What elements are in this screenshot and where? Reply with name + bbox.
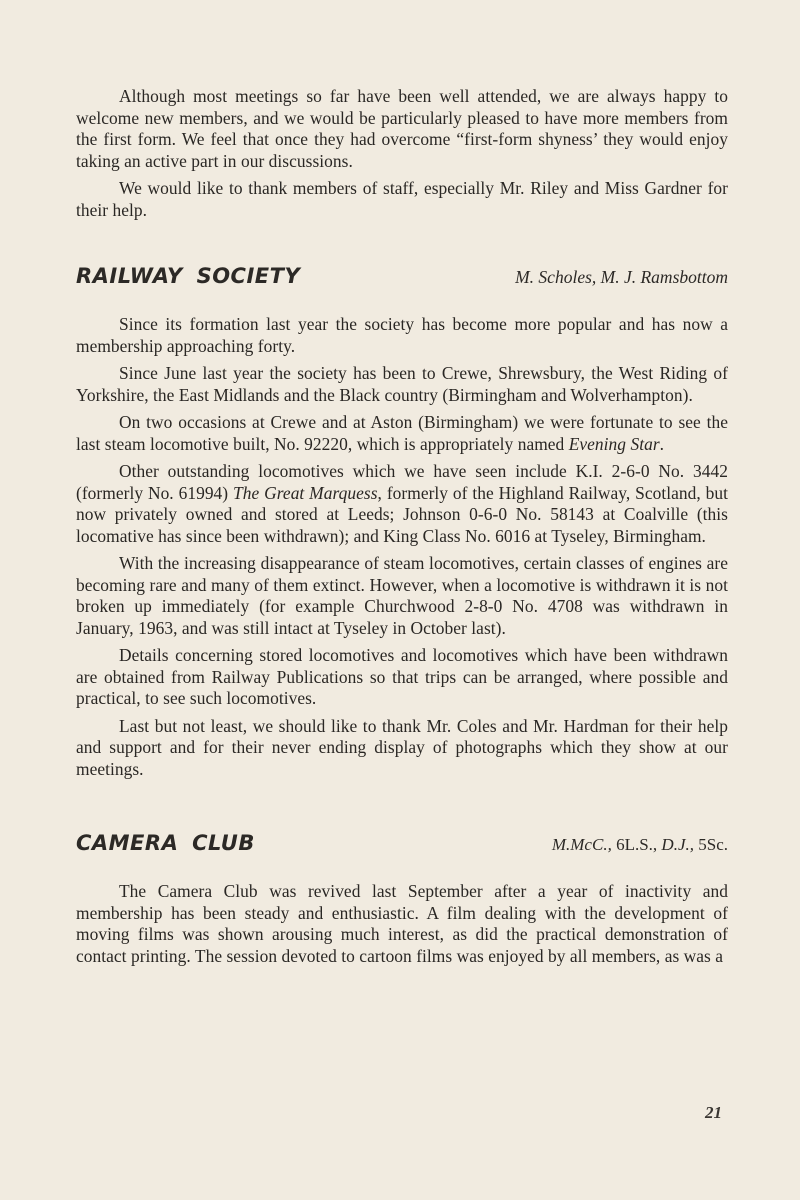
camera-club-body: [76, 881, 728, 967]
railway-paragraph-4-text: Other outstanding locomotives which we have seen include K.I. 2-6-0 No. 3442 (formerly No. 61994): [76, 461, 728, 503]
railway-society-heading: [76, 264, 728, 288]
locomotive-name-evening-star: Evening Star: [568, 433, 660, 454]
railway-paragraph-5: With the increasing disappearance of steam locomotives, certain classes of engines are becoming rare and many of them extinct. However, when a locomotive is withdrawn it is not broken up immediately (for example Churchwood 2-8-0 No. 4708 was withdrawn in January, 1963, and was still intact at Tyseley in October last).: [76, 553, 728, 638]
railway-paragraph-3-text: On two occasions at Crewe and at Aston (Birmingham) we were fortunate to see the last steam locomotive built, No. 92220, which is appropriately named: [76, 412, 728, 454]
railway-paragraph-3-end: .: [659, 433, 665, 454]
intro-paragraph-1: Although most meetings so far have been well attended, we are always happy to welcome new members, and we would be particularly pleased to have more members from the first form. We feel that once they had overcome “first-form shyness’ they would enjoy taking an active part in our discussions.: [76, 86, 728, 171]
camera-club-form-1: 6L.S.,: [611, 835, 662, 854]
railway-paragraph-6: Details concerning stored locomotives and locomotives which have been withdrawn are obtained from Railway Publications so that trips can be arranged, where possible and practical, to see such locomotives.: [76, 645, 728, 708]
railway-paragraph-4-end: , formerly of the Highland Railway, Scotland, but now privately owned and stored at Leeds; Johnson 0-6-0 No. 58143 at Coalville (this locomative has since been withdrawn); and King Class No. 6016 at Tyseley, Birmingham.: [76, 482, 728, 546]
railway-society-authors: M. Scholes, M. J. Ramsbottom: [515, 267, 728, 287]
railway-paragraph-3: [76, 412, 728, 455]
railway-paragraph-4: [76, 461, 728, 547]
page-content: [76, 86, 728, 973]
page-number: 21: [705, 1103, 722, 1122]
camera-club-heading: [76, 831, 728, 855]
railway-society-title: RAILWAY SOCIETY: [76, 264, 301, 288]
railway-paragraph-1: Since its formation last year the society has become more popular and has now a membership approaching forty.: [76, 314, 728, 356]
camera-club-author-1: M.McC.,: [551, 835, 612, 854]
camera-club-title: CAMERA CLUB: [76, 831, 255, 855]
camera-club-section: [76, 831, 728, 967]
railway-society-section: [76, 264, 728, 780]
railway-paragraph-2: Since June last year the society has been to Crewe, Shrewsbury, the West Riding of Yorkshire, the East Midlands and the Black country (Birmingham and Wolverhampton).: [76, 363, 728, 405]
intro-section: [76, 86, 728, 221]
camera-paragraph-1: The Camera Club was revived last September after a year of inactivity and membership has been steady and enthusiastic. A film dealing with the development of moving films was shown arousing much interest, as did the practical demonstration of contact printing. The session devoted to cartoon films was enjoyed by all members, as was a: [76, 881, 728, 966]
locomotive-name-great-marquess: The Great Marquess: [233, 482, 378, 503]
camera-club-author-2: D.J.,: [661, 835, 694, 854]
camera-club-form-2: 5Sc.: [694, 835, 728, 854]
intro-paragraph-2: We would like to thank members of staff, especially Mr. Riley and Miss Gardner for their help.: [76, 178, 728, 220]
railway-society-body: [76, 314, 728, 780]
camera-club-authors: [552, 835, 728, 855]
railway-paragraph-7: Last but not least, we should like to thank Mr. Coles and Mr. Hardman for their help and support and for their never ending display of photographs which they show at our meetings.: [76, 715, 728, 779]
